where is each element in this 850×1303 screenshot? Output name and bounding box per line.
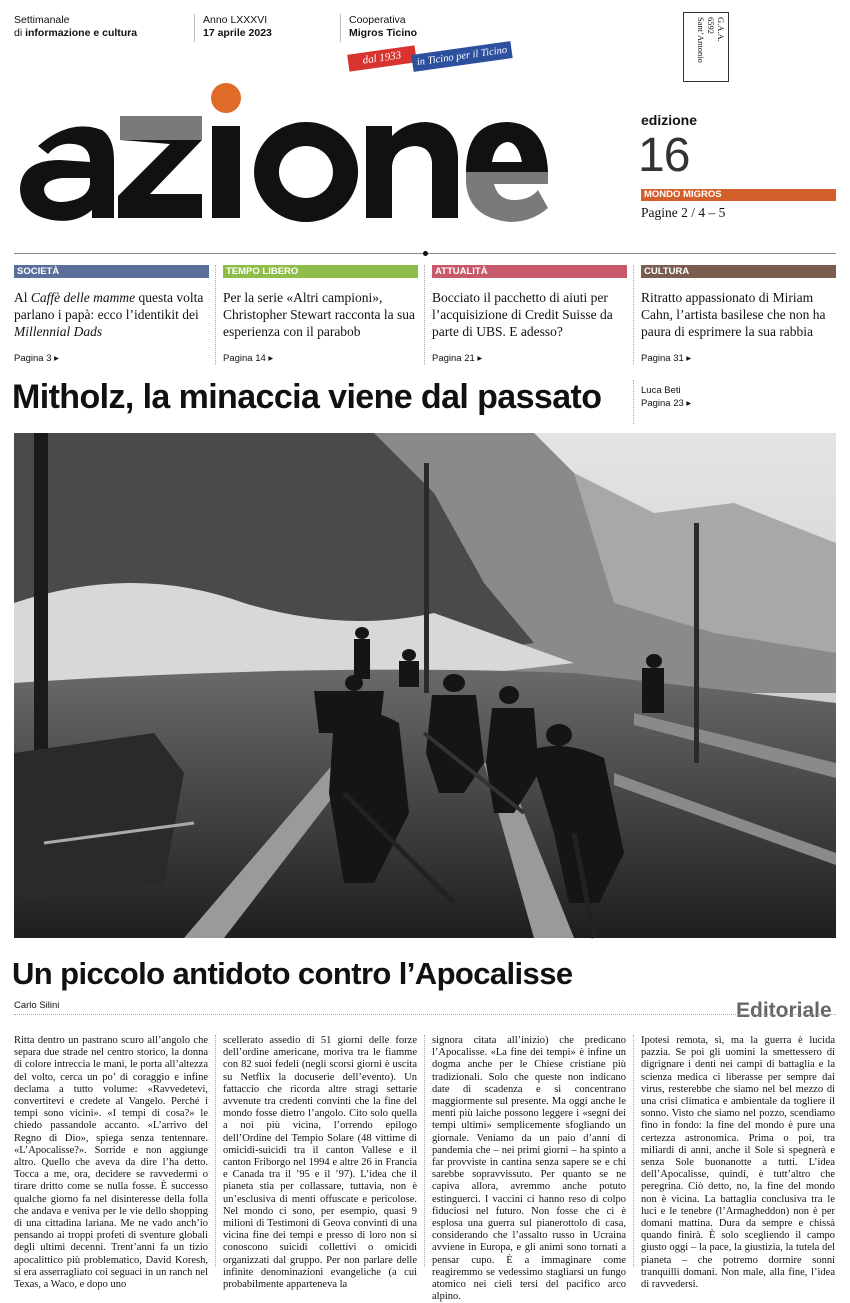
column-divider xyxy=(633,1035,634,1267)
separator-dot xyxy=(423,251,428,256)
column-divider xyxy=(633,265,634,365)
issue-info xyxy=(194,14,272,42)
editorial-column: Ipotesi remota, sì, ma la guerra è lucida pazzia. Se poi gli uomini la smettessero di digrignare i denti nei campi di battaglia e la scienza medica ci liberasse per sempre dai virus, resterebbe che siamo nel bel mezzo di una crisi climatica e ambientale da togliere il sonno. Visto che siamo nel pozzo, scendiamo fino in fondo: la fine del mondo è pure una certezza astronomica. Prima o poi, tra miliardi di anni, anche il Sole si spegnerà e senza Sole buonanotte a tutti. L’idea dell’Apocalisse, quindi, è tutt’altro che peregrina. Ciò detto, no, la fine del mondo non è vicina. La battaglia conclusiva tra le luci e le tenebre (l’Armagheddon) non è per domani mattina. Dura da sempre e chissà quando finirà. È solo scegliendo il campo giusto oggi – la pace, la giustizia, la tutela del pianeta – che potremo dormire sonni tranquilli domani. Non male, alla fine, l’idea di ravvedersi. xyxy=(641,1035,835,1291)
weekly-label: Settimanale xyxy=(14,14,70,26)
logo-letter-z-top xyxy=(120,116,202,140)
teaser-page-link[interactable]: Pagina 3 ▸ xyxy=(14,353,59,364)
issue-date: 17 aprile 2023 xyxy=(203,27,272,39)
teaser-section-bar: CULTURA xyxy=(641,265,836,278)
column-divider xyxy=(215,265,216,365)
edition-pages: Pagine 2 / 4 – 5 xyxy=(641,205,726,220)
slogan-ribbon: in Ticino per il Ticino xyxy=(411,41,512,72)
column-divider xyxy=(633,380,634,424)
teaser-attualita[interactable] xyxy=(432,265,627,365)
headline-byline xyxy=(641,384,691,410)
logo-letter-z xyxy=(118,140,202,218)
logo-letter-n xyxy=(366,122,458,218)
editorial-column: scellerato assedio di 51 giorni delle forze dell’ordine americane, moriva tra le fiamme con 82 suoi fedeli (negli scorsi giorni è uscita su Netflix la docuserie dell’evento). Un fattaccio che ricorda altre stragi settarie avvenute tra credenti convinti che la fine del mondo fosse dietro l’angolo. Cito solo quella a noi più vicina, l’orrendo epilogo dell’Ordine del Tempio Solare (48 vittime di omicidi-suicidi tra il canton Vallese e il canton Friborgo nel 1994 e altre 26 in Francia e Canada tra il ’95 e il ’97). L’idea che il pianeta stia per collassare, tuttavia, non è un’esclusiva di menti offuscate e pericolose. Nel mondo ci sono, per esempio, quasi 9 milioni di Testimoni di Geova convinti di una vicina fine dei tempi e presso di loro non si conoscono suicidi collettivi o omicidi organizzati dal gruppo. Per non parlare delle infinite denominazioni evangeliche (a cui probabilmente apparteneva la xyxy=(223,1035,417,1291)
publisher-name: Migros Ticino xyxy=(349,27,418,39)
teaser-page-link[interactable]: Pagina 21 ▸ xyxy=(432,353,483,364)
teaser-cultura[interactable] xyxy=(641,265,836,365)
logo-letter-o xyxy=(254,122,358,222)
teaser-section-bar: SOCIETÀ xyxy=(14,265,209,278)
teaser-societa[interactable] xyxy=(14,265,209,365)
teaser-section-bar: TEMPO LIBERO xyxy=(223,265,418,278)
editorial-column: Ritta dentro un pastrano scuro all’angolo che separa due strade nel centro storico, la donna di colore intreccia le mani, le porta all’altezza del volto, cerca un po’ di coraggio e infine declama a tutto volume: «Ravvedetevi, convertitevi e credete al Vangelo. Perché i tempi sono vicini». «I tempi di cosa?» le chiedo passandole accanto. «L’arrivo del Regno di Dio», spiega senza tentennare. «L’Apocalisse?». Sorride e non aggiunge altro. Quello che aveva da dire l’ha detto. Tocca a me, ora, decidere se ravvedermi o tirare dritto come se nulla fosse. È successo qualche giorno fa nel disinteresse della folla che andava e veniva per le vie dello shopping di una cittadina lariana. Me ne vado anch’io pensando ai troppi profeti di sventure globali degli ultimi decenni. Trent’anni fa un tizio apocalittico più problematico, David Koresh, si era asserragliato coi seguaci in un ranch nel Texas, a Waco, e dopo uno xyxy=(14,1035,208,1291)
azione-logo xyxy=(10,74,550,234)
column-divider xyxy=(424,265,425,365)
column-divider xyxy=(215,1035,216,1267)
headline-page-link[interactable]: Pagina 23 ▸ xyxy=(641,398,692,409)
teaser-page-link[interactable]: Pagina 14 ▸ xyxy=(223,353,274,364)
telegraph-pole xyxy=(694,523,699,763)
teaser-text: Ritratto appassionato di Miriam Cahn, l’artista basilese che non ha paura di esprimere la sua rabbia xyxy=(641,290,826,339)
headline-author: Luca Beti xyxy=(641,385,681,396)
teaser-page-link[interactable]: Pagina 31 ▸ xyxy=(641,353,692,364)
logo-letter-a xyxy=(20,126,114,220)
weekly-subtitle: di informazione e cultura xyxy=(14,27,138,39)
wood-pile xyxy=(14,733,184,903)
edition-label: edizione xyxy=(641,112,698,128)
teaser-text: Bocciato il pacchetto di aiuti per l’acquisizione di Credit Suisse da parte di UBS. E adesso? xyxy=(432,290,613,339)
postage-text: G.A.A. 6592 Sant’Antonio xyxy=(696,17,726,63)
editorial-column: signora citata all’inizio) che predicano l’Apocalisse. «La fine dei tempi» è infine un dogma anche per le Chiese cristiane più tradizionali. Solo che queste non indicano date di scadenza e si concentrano maggiormente sul presente. Ma oggi anche le menti più laiche possono leggere i «segni dei tempi ultimi» semplicemente sfogliando un giornale. Veniamo da un paio d’anni di pandemia che – nei primi giorni – ha spinto a far provviste in cantina senza sapere se e chi sarebbe sopravvissuto. Per quanto se ne capiva allora, avremmo anche potuto estinguerci. I vaccini ci hanno reso di colpo fiduciosi nel futuro. Non fosse che ci è esplosa una guerra sul pianerottolo di casa, considerando che l’assalto russo in Ucraina avviene in Europa, e gli animi sono tornati a pensar cupo. È a immaginare come reagiremmo se vedessimo stagliarsi un fungo atomico nei cieli tersi del pacifico arco alpino. xyxy=(432,1035,626,1303)
editorial-rule xyxy=(14,1014,836,1015)
telegraph-pole xyxy=(424,463,429,693)
teaser-tempo-libero[interactable] xyxy=(223,265,418,365)
teaser-section-bar: ATTUALITÀ xyxy=(432,265,627,278)
logo-i-dot xyxy=(211,83,241,113)
edition-number: 16 xyxy=(638,129,690,182)
teaser-text: Al Caffè delle mamme questa volta parlano i papà: ecco l’identikit dei Millennial Dads xyxy=(14,290,204,339)
edition-section-bar: MONDO MIGROS xyxy=(641,189,836,201)
editorial-label: Editoriale xyxy=(736,999,832,1022)
since-ribbon: dal 1933 xyxy=(347,45,417,71)
main-headline[interactable]: Mitholz, la minaccia viene dal passato xyxy=(12,378,602,416)
logo-letter-e xyxy=(466,122,548,172)
logo-letter-i xyxy=(212,126,240,218)
railway-workers-photo xyxy=(14,433,836,938)
column-divider xyxy=(424,1035,425,1267)
issue-year: Anno LXXXVI xyxy=(203,14,268,26)
editorial-author: Carlo Silini xyxy=(14,1000,60,1011)
editorial-headline[interactable]: Un piccolo antidoto contro l’Apocalisse xyxy=(12,956,573,991)
telegraph-pole xyxy=(34,433,48,763)
publisher-info xyxy=(340,14,417,42)
teaser-text: Per la serie «Altri campioni», Christopher Stewart racconta la sua esperienza con il parabob xyxy=(223,290,415,339)
publisher-label: Cooperativa xyxy=(349,14,406,26)
postage-stamp-box xyxy=(683,12,729,82)
logo-letter-e-bottom xyxy=(466,172,548,222)
publication-info xyxy=(14,14,137,40)
